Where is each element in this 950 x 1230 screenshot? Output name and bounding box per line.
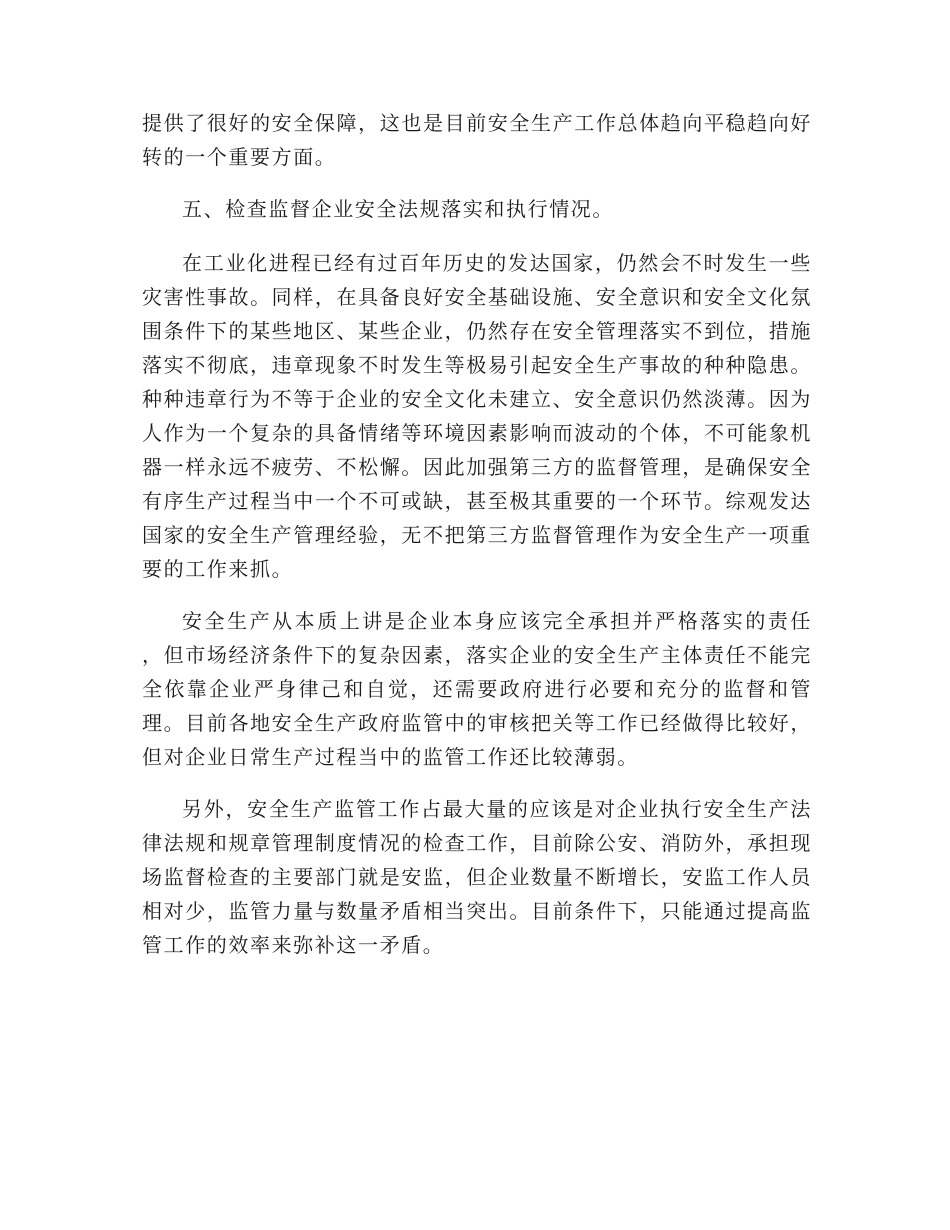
paragraph: 在工业化进程已经有过百年历史的发达国家，仍然会不时发生一些灾害性事故。同样，在具备良好安全基础设施、安全意识和安全文化氛围条件下的某些地区、某些企业，仍然存在安全管理落实不到位，措施落实不彻底，违章现象不时发生等极易引起安全生产事故的种种隐患。种种违章行为不等于企业的安全文化未建立、安全意识仍然淡薄。因为人作为一个复杂的具备情绪等环境因素影响而波动的个体，不可能象机器一样永远不疲劳、不松懈。因此加强第三方的监督管理，是确保安全有序生产过程当中一个不可或缺，甚至极其重要的一个环节。综观发达国家的安全生产管理经验，无不把第三方监督管理作为安全生产一项重要的工作来抓。 <box>142 251 812 581</box>
paragraph: 安全生产从本质上讲是企业本身应该完全承担并严格落实的责任 ，但市场经济条件下的复杂因素，落实企业的安全生产主体责任不能完全依靠企业严身律己和自觉，还需要政府进行必要和充分的监督和管理。目前各地安全生产政府监管中的审核把关等工作已经做得比较好，但对企业日常生产过程当中的监管工作还比较薄弱。 <box>142 609 812 769</box>
paragraph: 另外，安全生产监管工作占最大量的应该是对企业执行安全生产法律法规和规章管理制度情况的检查工作，目前除公安、消防外，承担现场监督检查的主要部门就是安监，但企业数量不断增长，安监工作人员相对少，监管力量与数量矛盾相当突出。目前条件下，只能通过提高监管工作的效率来弥补这一矛盾。 <box>142 797 812 957</box>
section-heading: 五、检查监督企业安全法规落实和执行情况。 <box>182 197 614 221</box>
document-body <box>142 106 812 980</box>
paragraph-continuation: 提供了很好的安全保障，这也是目前安全生产工作总体趋向平稳趋向好转的一个重要方面。 <box>142 111 812 169</box>
